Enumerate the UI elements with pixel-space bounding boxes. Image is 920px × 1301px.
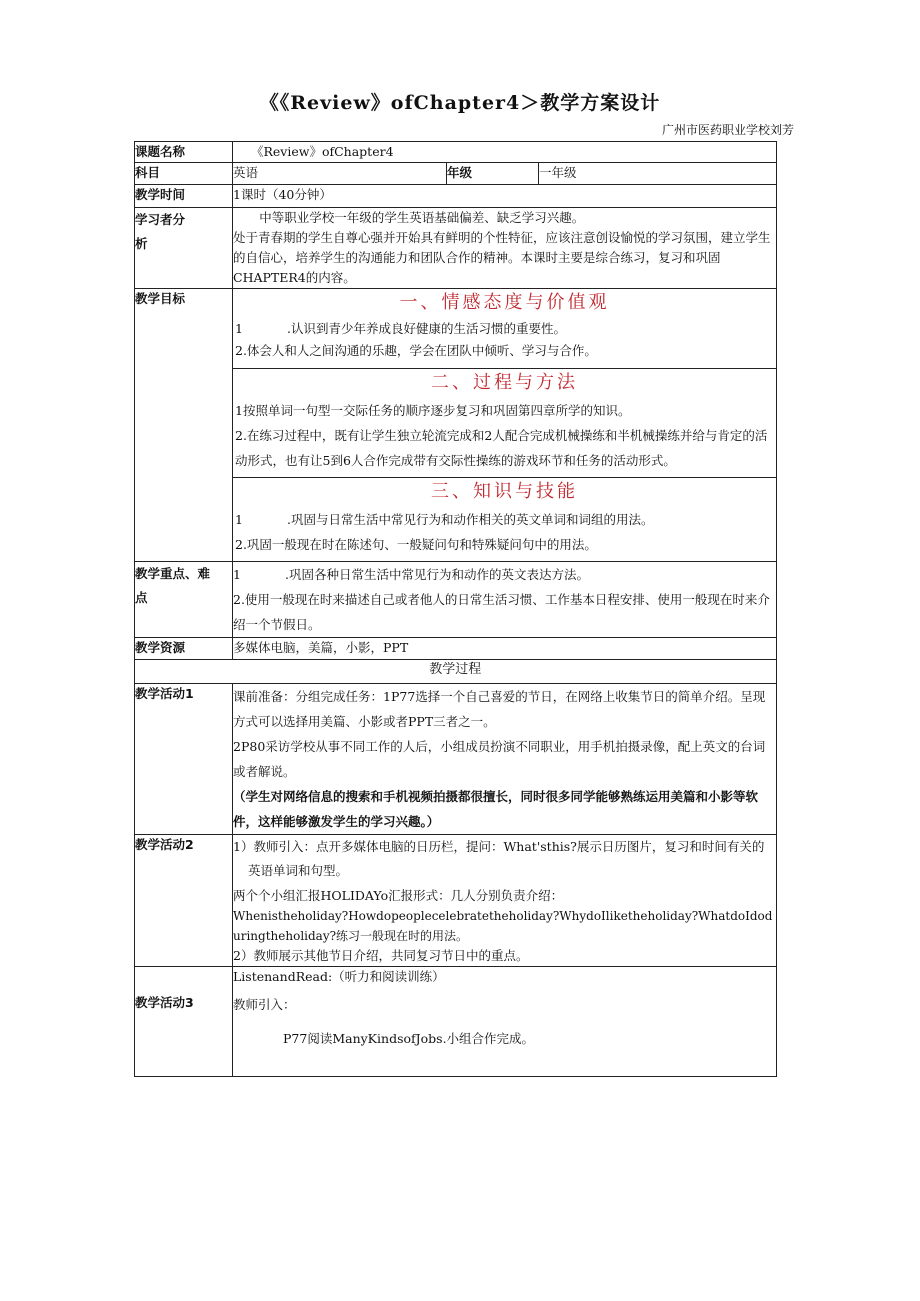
grade-value: 一年级 [539,163,777,185]
goal3-heading: 三、知识与技能 [431,481,578,502]
key-label-line1: 教学重点、难 [135,566,211,581]
resources-value: 多媒体电脑，美篇，小影，PPT [233,638,777,660]
key-label-line2: 点 [135,590,148,605]
activity2-row [135,835,777,967]
goal1-item1: 1 .认识到青少年养成良好健康的生活习惯的重要性。 [235,321,566,336]
activity3-p2: 教师引入： [233,997,296,1012]
subject-value: 英语 [233,163,447,185]
learner-text-2: 处于青春期的学生自尊心强并开始具有鲜明的个性特征，应该注意创设愉悦的学习氛围，建立学生的自信心，培养学生的沟通能力和团队合作的精神。本课时主要是综合练习，复习和巩固 [233,230,771,265]
lesson-plan-table [134,141,777,1077]
goal1-body [233,316,776,368]
subject-row [135,163,777,185]
activity1-row [135,684,777,835]
goal2-item2: 2.在练习过程中，既有让学生独立轮流完成和2人配合完成机械操练和半机械操练并给与肯定的活动形式，也有让5到6人合作完成带有交际性操练的游戏环节和任务的活动形式。 [235,428,768,468]
key-points-label [135,562,233,638]
activity3-content [233,967,777,1077]
document-title: 《《Review》ofChapter4＞教学方案设计 [259,92,661,114]
process-row [135,660,777,684]
learner-analysis [233,208,777,289]
activity2-p4: 2）教师展示其他节日介绍，共同复习节日中的重点。 [233,948,529,963]
activity2-content [233,835,777,967]
time-label: 教学时间 [135,185,233,208]
activity1-p1: 课前准备：分组完成任务：1P77选择一个自己喜爱的节日，在网络上收集节日的简单介绍。呈现方式可以选择用美篇、小影或者PPT三者之一。 [233,689,766,729]
goals-row [135,289,777,562]
activity3-row [135,967,777,1077]
goal3-body [233,505,776,561]
goal3-item1: 1 .巩固与日常生活中常见行为和动作相关的英文单词和词组的用法。 [235,512,654,527]
goal2-heading: 二、过程与方法 [431,372,578,393]
course-row [135,142,777,163]
activity1-content [233,684,777,835]
subject-label: 科目 [135,163,233,185]
resources-label: 教学资源 [135,638,233,660]
goal1-item2: 2.体会人和人之间沟通的乐趣，学会在团队中倾听、学习与合作。 [235,343,597,358]
grade-label: 年级 [447,163,539,185]
activity2-p1: 1）教师引入：点开多媒体电脑的日历栏，提问：What'sthis?展示日历图片，复习和时间有关的英语单词和句型。 [233,839,765,878]
goal3-item2: 2.巩固一般现在时在陈述句、一般疑问句和特殊疑问句中的用法。 [235,537,597,552]
time-row [135,185,777,208]
activity3-p3: P77阅读ManyKindsofJobs.小组合作完成。 [283,1031,535,1046]
goal2-item1: 1按照单词一句型一交际任务的顺序逐步复习和巩固第四章所学的知识。 [235,403,631,418]
author-line: 广州市医药职业学校刘芳 [661,123,794,137]
time-value: 1课时（40分钟） [233,185,777,208]
learner-row [135,208,777,289]
key-points-content [233,562,777,638]
learner-label-line1: 学习者分 [135,212,186,227]
activity1-label: 教学活动1 [135,684,233,835]
activity1-p2: 2P80采访学校从事不同工作的人后，小组成员扮演不同职业，用手机拍摄录像，配上英文的台词或者解说。 [233,739,766,779]
key-item1: 1 .巩固各种日常生活中常见行为和动作的英文表达方法。 [233,567,589,582]
learner-text-3: CHAPTER4的内容。 [233,270,356,285]
goal1-heading: 一、情感态度与价值观 [399,292,610,313]
goals-content [233,289,777,562]
activity2-label: 教学活动2 [135,835,233,967]
course-value: 《Review》ofChapter4 [233,142,777,163]
activity3-label: 教学活动3 [135,967,233,1077]
learner-label-line2: 析 [135,236,148,251]
activity3-p1: ListenandRead:（听力和阅读训练） [233,969,445,984]
course-label: 课题名称 [135,142,233,163]
goals-label: 教学目标 [135,289,233,562]
activity2-p2: 两个个小组汇报HOLIDAYo汇报形式：几人分别负责介绍： [233,888,564,903]
activity2-p3: Whenistheholiday?Howdopeoplecelebratetheholiday?WhydoIliketheholiday?WhatdoIdoduringtheholiday?练习一般现在时的用法。 [233,909,773,943]
learner-text-1: 中等职业学校一年级的学生英语基础偏差、缺乏学习兴趣。 [259,210,585,225]
resources-row [135,638,777,660]
process-heading: 教学过程 [233,660,777,684]
goal2-body [233,396,776,477]
activity1-note: （学生对网络信息的搜索和手机视频拍摄都很擅长，同时很多同学能够熟练运用美篇和小影等软件，这样能够激发学生的学习兴趣。） [233,789,759,829]
key-item2: 2.使用一般现在时来描述自己或者他人的日常生活习惯、工作基本日程安排、使用一般现在时来介绍一个节假日。 [233,592,770,632]
key-points-row [135,562,777,638]
learner-label [135,208,233,289]
